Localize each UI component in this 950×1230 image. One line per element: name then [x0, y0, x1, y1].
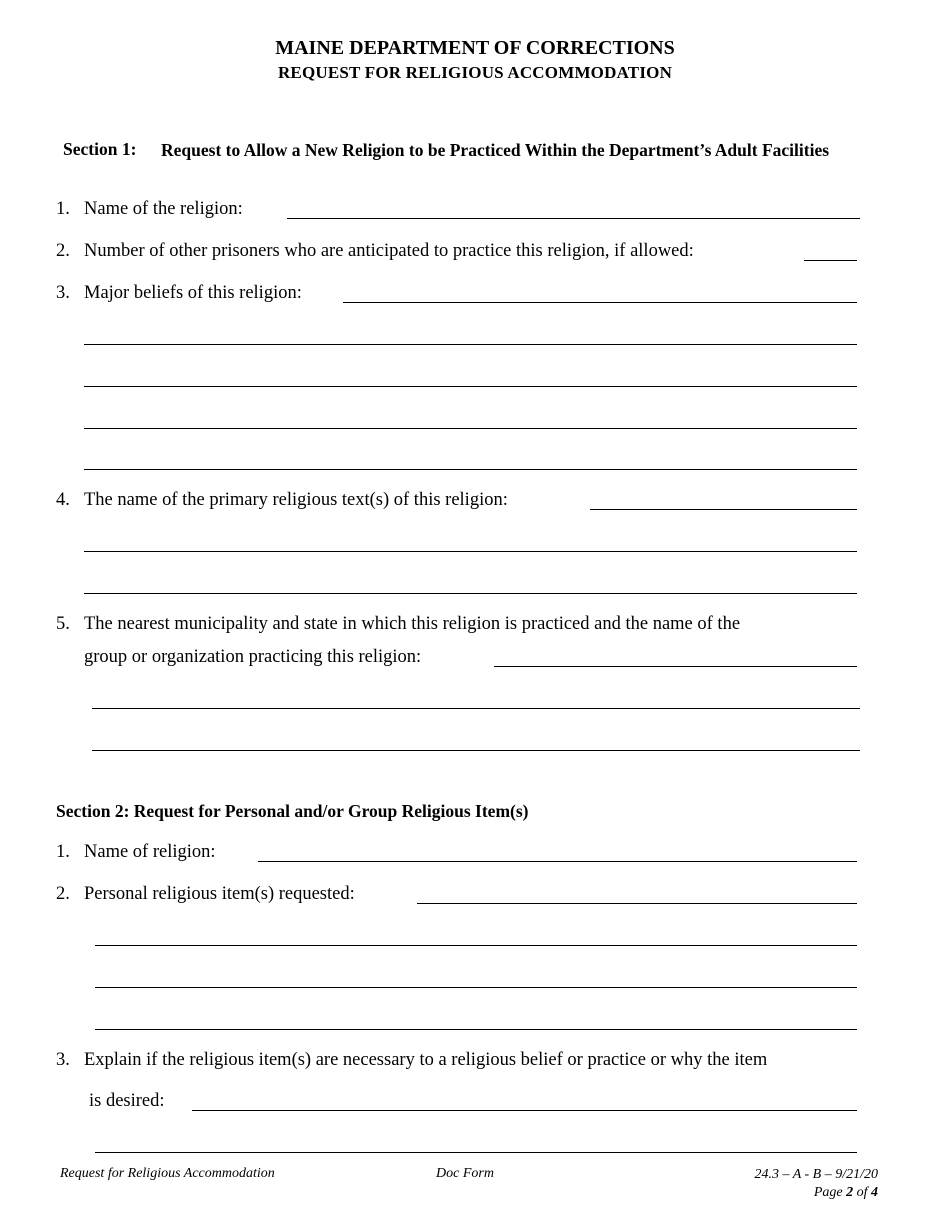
footer-doc-type: Doc Form	[436, 1166, 494, 1181]
s1-q4-answer-line[interactable]	[84, 593, 857, 594]
s2-q3-answer-line[interactable]	[192, 1110, 857, 1111]
s1-q4-number: 4.	[56, 490, 70, 510]
footer-page-total: 4	[871, 1185, 878, 1200]
s2-q3-answer-line[interactable]	[95, 1152, 857, 1153]
s1-q5-answer-line[interactable]	[92, 750, 860, 751]
s1-q3-answer-line[interactable]	[84, 344, 857, 345]
s1-q2-label: Number of other prisoners who are anticipated to practice this religion, if allowed:	[84, 241, 694, 261]
s1-q3-label: Major beliefs of this religion:	[84, 283, 302, 303]
s1-q4-answer-line[interactable]	[590, 509, 857, 510]
footer-revision: 24.3 – A - B – 9/21/20	[754, 1167, 878, 1182]
s1-q3-answer-line[interactable]	[84, 469, 857, 470]
s1-q4-answer-line[interactable]	[84, 551, 857, 552]
s1-q5-answer-line[interactable]	[92, 708, 860, 709]
s1-q4-label: The name of the primary religious text(s) of this religion:	[84, 490, 508, 510]
s2-q3-number: 3.	[56, 1050, 70, 1070]
s2-q2-label: Personal religious item(s) requested:	[84, 884, 355, 904]
s1-q1-answer-line[interactable]	[287, 218, 860, 219]
form-title: REQUEST FOR RELIGIOUS ACCOMMODATION	[277, 63, 673, 82]
s1-q3-answer-line[interactable]	[84, 386, 857, 387]
s2-q2-answer-line[interactable]	[95, 987, 857, 988]
s2-q1-answer-line[interactable]	[258, 861, 857, 862]
s2-q2-answer-line[interactable]	[95, 945, 857, 946]
s2-q2-answer-line[interactable]	[417, 903, 857, 904]
s1-q5-label-cont: group or organization practicing this religion:	[84, 647, 422, 667]
s1-q3-number: 3.	[56, 283, 70, 303]
s1-q1-label: Name of the religion:	[84, 199, 243, 219]
s1-q1-number: 1.	[56, 199, 70, 219]
section2-title: Section 2: Request for Personal and/or Group Religious Item(s)	[56, 801, 529, 821]
s2-q2-answer-line[interactable]	[95, 1029, 857, 1030]
footer-page-prefix: Page	[813, 1185, 847, 1200]
footer-page-current: 2	[846, 1185, 854, 1200]
s2-q1-number: 1.	[56, 842, 70, 862]
s1-q2-answer-line[interactable]	[804, 260, 857, 261]
s2-q2-number: 2.	[56, 884, 70, 904]
s1-q3-answer-line[interactable]	[343, 302, 857, 303]
s1-q5-answer-line[interactable]	[494, 666, 857, 667]
s2-q1-label: Name of religion:	[84, 842, 216, 862]
s1-q5-number: 5.	[56, 614, 70, 634]
footer-form-name: Request for Religious Accommodation	[60, 1166, 275, 1181]
s1-q2-number: 2.	[56, 241, 70, 261]
s2-q3-label: Explain if the religious item(s) are necessary to a religious belief or practice or why the item	[84, 1050, 768, 1070]
s1-q5-label: The nearest municipality and state in which this religion is practiced and the name of the	[84, 614, 741, 634]
section1-title: Request to Allow a New Religion to be Practiced Within the Department’s Adult Facilities	[161, 140, 830, 160]
section1-label: Section 1:	[63, 139, 137, 159]
footer-page-number	[754, 1184, 878, 1202]
form-organization: MAINE DEPARTMENT OF CORRECTIONS	[275, 37, 675, 59]
s1-q3-answer-line[interactable]	[84, 428, 857, 429]
footer-right-block	[754, 1166, 878, 1202]
footer-page-of: of	[853, 1185, 871, 1200]
s2-q3-label-cont: is desired:	[89, 1091, 165, 1111]
